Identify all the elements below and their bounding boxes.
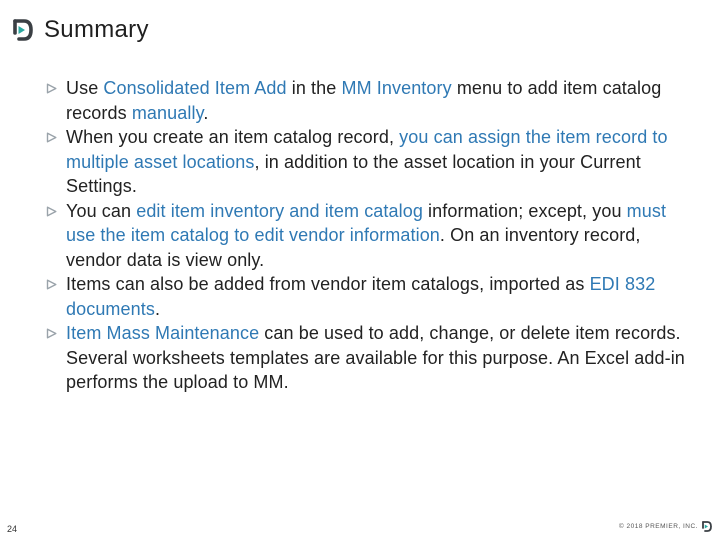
bullet-text: Items can also be added from vendor item catalogs, imported as xyxy=(66,274,590,294)
copyright-footer xyxy=(619,521,712,532)
bullet-text: When you create an item catalog record, xyxy=(66,127,400,147)
highlighted-term: EDI 832 documents xyxy=(66,274,656,319)
highlighted-term: Consolidated Item Add xyxy=(103,78,287,98)
bullet-text: can be used to add, change, or delete item records. Several worksheets templates are available for this purpose. An Excel add-in performs the upload to MM. xyxy=(66,323,685,392)
page-number: 24 xyxy=(7,524,18,534)
bullet-list xyxy=(46,76,696,395)
bullet-item xyxy=(46,272,696,321)
bullet-text: menu to add item catalog records xyxy=(66,78,662,123)
highlighted-term: edit item inventory and item catalog xyxy=(136,200,423,221)
highlighted-term: Item Mass Maintenance xyxy=(66,323,260,343)
bullet-text: information; except, you xyxy=(422,200,627,221)
bullet-text: . xyxy=(154,298,161,319)
highlighted-term: manually xyxy=(131,102,204,123)
bullet-text: . xyxy=(203,102,209,123)
premier-logo-icon xyxy=(11,19,33,41)
bullet-arrow-icon xyxy=(46,328,57,339)
highlighted-term: MM Inventory xyxy=(341,78,452,98)
bullet-item xyxy=(46,125,696,199)
bullet-item xyxy=(46,321,696,395)
bullet-arrow-icon xyxy=(46,206,57,217)
highlighted-term: you can assign the item record to multiple asset locations xyxy=(66,127,668,172)
highlighted-term: must use the item catalog to edit vendor information xyxy=(66,200,667,245)
slide-title: Summary xyxy=(44,16,149,43)
bullet-item xyxy=(46,76,696,125)
bullet-text: Use xyxy=(66,78,104,98)
bullet-item xyxy=(46,199,696,273)
bullet-text: , in addition to the asset location in your Current Settings. xyxy=(66,151,641,196)
bullet-text: You can xyxy=(66,200,137,221)
bullet-text: . On an inventory record, vendor data is view only. xyxy=(66,225,641,270)
copyright-text: © 2018 PREMIER, INC. xyxy=(618,523,698,530)
premier-small-logo-icon xyxy=(701,521,712,532)
bullet-arrow-icon xyxy=(46,279,57,290)
bullet-arrow-icon xyxy=(46,132,57,143)
bullet-text: in the xyxy=(286,78,342,98)
bullet-arrow-icon xyxy=(46,83,57,94)
